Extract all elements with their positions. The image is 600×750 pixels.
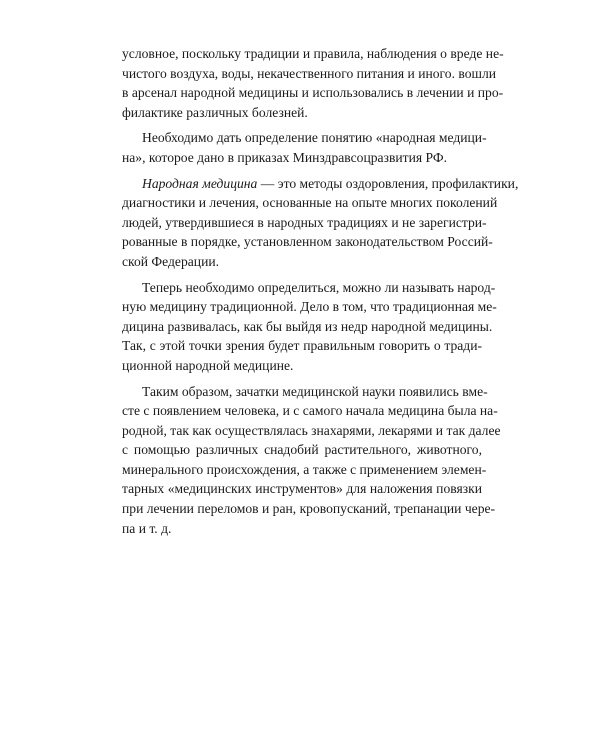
text-line: на», которое дано в приказах Минздравсоцразвития РФ. [122,149,447,165]
text-line: с помощью различных снадобий растительного, животного, [122,442,482,458]
paragraph-2 [122,128,487,167]
text-line: Так, с этой точки зрения будет правильным говорить о тради- [122,338,482,354]
text-line: диагностики и лечения, основанные на опыте многих поколений [122,195,498,211]
text-line: па и т. д. [122,520,172,536]
text-line: при лечении переломов и ран, кровопусканий, трепанации чере- [122,501,496,517]
text-line: условное, поскольку традиции и правила, наблюдения о вреде не- [122,46,504,61]
paragraph-5 [122,382,501,539]
text-line: Необходимо дать определение понятию «народная медици- [142,130,487,146]
text-line: ской Федерации. [122,253,220,269]
text-line: Таким образом, зачатки медицинской науки появились вме- [142,383,488,399]
text-line: чистого воздуха, воды, некачественного питания и иного. вошли [122,65,497,81]
definition-text: — это методы оздоровления, профилактики, [257,175,519,191]
text-line: ную медицину традиционной. Дело в том, что традиционная ме- [122,299,497,315]
text-line: Теперь необходимо определиться, можно ли называть народ- [142,279,496,295]
text-line: филактике различных болезней. [122,104,308,120]
paragraph-3-definition [122,174,519,272]
text-line: людей, утвердившиеся в народных традициях и не зарегистри- [122,214,487,230]
paragraph-4 [122,278,497,376]
text-line: дицина развивалась, как бы выйдя из недр народной медицины. [122,318,493,334]
text-line: родной, так как осуществлялась знахарями, лекарями и так далее [122,422,501,438]
body-text [122,44,519,538]
paragraph-1 [122,44,504,122]
text-line: сте с появлением человека, и с самого начала медицина была на- [122,403,498,419]
text-line [122,174,519,194]
defined-term: Народная медицина [142,175,258,191]
text-line: минерального происхождения, а также с применением элемен- [122,461,487,477]
text-line: в арсенал народной медицины и использовались в лечении и про- [122,85,504,101]
text-line: тарных «медицинских инструментов» для наложения повязки [122,481,482,497]
text-line: рованные в порядке, установленном законодательством Россий- [122,234,493,250]
text-line: ционной народной медицине. [122,357,294,373]
